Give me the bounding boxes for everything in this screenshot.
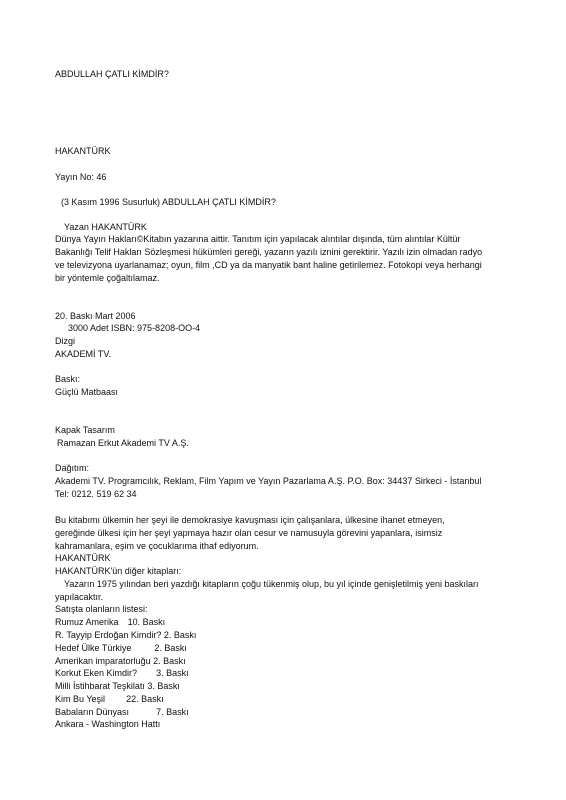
book-title: Babaların Dünyası [55, 707, 130, 717]
book-item [55, 694, 164, 705]
edition-info: 20. Baskı Mart 2006 [55, 311, 136, 321]
rights-line: bir yöntemle çoğaltılamaz. [55, 273, 160, 283]
book-item [55, 643, 187, 654]
rights-line: Bakanlığı Telif Hakları Sözleşmesi hükümleri gereği, yazarın yazılı iznini gerektirir. Yazılı izin olmadan radyo [55, 247, 483, 257]
book-item [55, 668, 189, 679]
other-books-note: yapılacaktır. [55, 592, 104, 602]
publication-number: Yayın No: 46 [55, 172, 107, 182]
book-edition: 7. Baskı [156, 707, 189, 717]
document-title: ABDULLAH ÇATLI KİMDİR? [55, 69, 169, 79]
print-value: Güçlü Matbaası [55, 387, 119, 397]
isbn-info: 3000 Adet ISBN: 975-8208-OO-4 [68, 323, 201, 333]
book-title: Kim Bu Yeşil [55, 694, 106, 704]
phone-number: Tel: 0212. 519 62 34 [55, 489, 137, 499]
book-title: Amerikan imparatorluğu [55, 656, 151, 666]
subtitle: (3 Kasım 1996 Susurluk) ABDULLAH ÇATLI KİMDİR? [61, 197, 276, 207]
book-edition: 3. Baskı [156, 668, 189, 678]
book-item [55, 681, 180, 692]
book-title: Ankara - Washington Hattı [55, 719, 161, 729]
rights-line: Dünya Yayın Hakları©Kitabın yazarına aittir. Tanıtım için yapılacak alıntılar dışında, tüm alıntılar Kültür [55, 234, 461, 244]
typesetting-value: AKADEMİ TV. [55, 349, 112, 359]
written-by: Yazan HAKANTÜRK [64, 222, 147, 232]
book-edition: 3. Baskı [147, 681, 180, 691]
book-title: R. Tayyip Erdoğan Kimdir? [55, 630, 162, 640]
book-item [55, 719, 160, 730]
typesetting-label: Dizgi [55, 336, 76, 346]
distribution-label: Dağıtım: [55, 463, 90, 473]
cover-value: Ramazan Erkut Akademi TV A.Ş. [57, 438, 189, 448]
book-edition: 2. Baskı [154, 643, 187, 653]
print-label: Baskı: [55, 374, 81, 384]
book-title: Rumuz Amerika [55, 617, 119, 627]
book-title: Hedef Ülke Türkiye [55, 643, 132, 653]
cover-label: Kapak Tasarım [55, 425, 115, 435]
dedication-line: kahramanlara, eşim ve çocuklarıma ithaf ediyorum. [55, 541, 259, 551]
author-footer: HAKANTÜRK [55, 553, 111, 563]
other-books-note: Yazarın 1975 yılından beri yazdığı kitapların çoğu tükenmiş olup, bu yıl içinde genişletilmiş yeni baskıları [64, 579, 479, 589]
dedication-line: gereğinde ülkesi için her şeyi yapmaya hazır olan cesur ve namusuyla görevini yapanlara, isimsiz [55, 528, 443, 538]
book-title: Korkut Eken Kimdir? [55, 668, 138, 678]
author-heading: HAKANTÜRK [55, 146, 111, 156]
book-edition: 2. Baskı [153, 656, 186, 666]
book-edition: 10. Baskı [127, 617, 166, 627]
other-books-heading: HAKANTÜRK'ün diğer kitapları: [55, 566, 182, 576]
distribution-value: Akademi TV. Programcılık, Reklam, Film Yapım ve Yayın Pazarlama A.Ş. P.O. Box: 34437 Sirkeci - İstanbul [55, 476, 482, 486]
book-edition: 22. Baskı [126, 694, 164, 704]
book-edition: 2. Baskı [163, 630, 197, 640]
book-title: Milli İstihbarat Teşkilatı [55, 681, 145, 691]
book-item [55, 630, 196, 641]
book-item [55, 656, 186, 667]
rights-line: ve televizyona uyarlanamaz; oyun, film ,CD ya da manyatik bant haline getirilemez. Fotokopi veya herhangi [55, 260, 482, 270]
book-item [55, 617, 165, 628]
for-sale-heading: Satışta olanların listesi: [55, 604, 148, 614]
book-item [55, 707, 189, 718]
dedication-line: Bu kitabımı ülkemin her şeyi ile demokrasiye kavuşması için çalışanlara, ülkesine ihanet etmeyen, [55, 515, 445, 525]
